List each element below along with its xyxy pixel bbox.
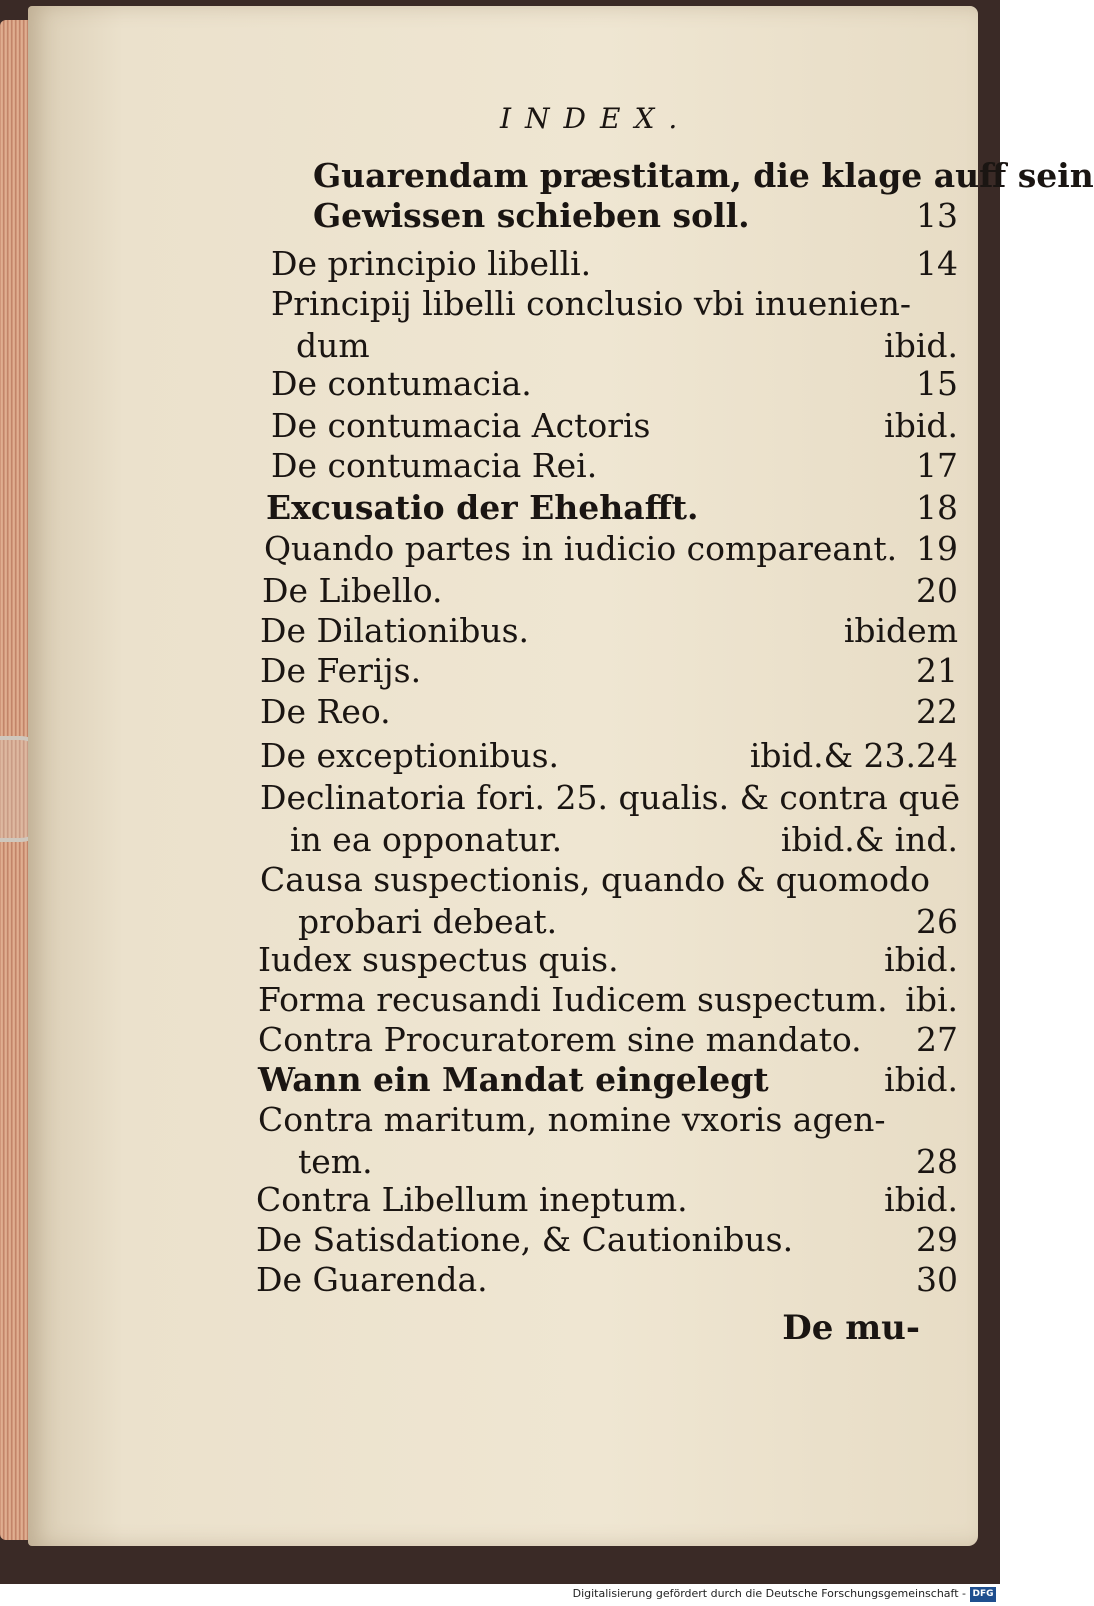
entry-page-ref: 22 bbox=[916, 692, 958, 731]
index-entry bbox=[28, 1180, 978, 1224]
index-entry bbox=[28, 1260, 978, 1304]
entry-page-ref: ibid. bbox=[884, 406, 958, 445]
entry-page-ref: ibidem bbox=[843, 611, 958, 650]
entry-title: Guarendam præstitam, die klage auff sein bbox=[313, 156, 1094, 195]
entry-title: De Libello. bbox=[262, 571, 443, 610]
entry-title: in ea opponatur. bbox=[290, 820, 563, 859]
entry-title: dum bbox=[296, 326, 370, 365]
entry-title: De principio libelli. bbox=[271, 244, 592, 283]
index-entry bbox=[28, 488, 978, 532]
entry-page-ref: 13 bbox=[916, 196, 958, 235]
entry-title: Principij libelli conclusio vbi inuenien- bbox=[271, 284, 912, 323]
running-head: INDEX. bbox=[500, 102, 692, 135]
index-entry bbox=[28, 1100, 978, 1144]
entry-page-ref: 26 bbox=[916, 902, 958, 941]
entry-title: Contra Libellum ineptum. bbox=[256, 1180, 688, 1219]
index-entry bbox=[28, 1020, 978, 1064]
entry-title: Declinatoria fori. 25. qualis. & contra quē bbox=[260, 778, 961, 817]
index-entry bbox=[28, 860, 978, 904]
entry-title: Contra maritum, nomine vxoris agen- bbox=[258, 1100, 886, 1139]
entry-page-ref: 14 bbox=[916, 244, 958, 283]
entry-title: De Guarenda. bbox=[256, 1260, 488, 1299]
entry-title: Forma recusandi Iudicem suspectum. bbox=[258, 980, 888, 1019]
entry-page-ref: 18 bbox=[916, 488, 958, 527]
entry-title: probari debeat. bbox=[298, 902, 558, 941]
entry-page-ref: 15 bbox=[916, 364, 958, 403]
footer-credit: Digitalisierung gefördert durch die Deutsche Forschungsgemeinschaft - bbox=[572, 1587, 966, 1600]
entry-title: Contra Procuratorem sine mandato. bbox=[258, 1020, 862, 1059]
index-entry bbox=[28, 406, 978, 450]
entry-page-ref: 30 bbox=[916, 1260, 958, 1299]
index-entry bbox=[28, 1220, 978, 1264]
entry-title: Causa suspectionis, quando & quomodo bbox=[260, 860, 930, 899]
entry-page-ref: ibid. bbox=[884, 326, 958, 365]
entry-title: Wann ein Mandat eingelegt bbox=[258, 1060, 769, 1099]
entry-title: De Satisdatione, & Cautionibus. bbox=[256, 1220, 794, 1259]
index-entry bbox=[28, 244, 978, 288]
index-entry bbox=[28, 736, 978, 780]
entry-page-ref: 27 bbox=[916, 1020, 958, 1059]
entry-title: De Ferijs. bbox=[260, 651, 422, 690]
entry-page-ref: 28 bbox=[916, 1142, 958, 1181]
entry-page-ref: ibi. bbox=[905, 980, 958, 1019]
dfg-logo: DFG bbox=[970, 1587, 996, 1602]
entry-page-ref: 21 bbox=[916, 651, 958, 690]
entry-title: Quando partes in iudicio compareant. bbox=[264, 529, 898, 568]
catchword: De mu- bbox=[782, 1308, 920, 1348]
index-entry bbox=[28, 284, 978, 328]
index-entry bbox=[28, 571, 978, 615]
entry-page-ref: 17 bbox=[916, 446, 958, 485]
entry-page-ref: 29 bbox=[916, 1220, 958, 1259]
entry-page-ref: ibid.& ind. bbox=[780, 820, 958, 859]
entry-page-ref: ibid. bbox=[884, 940, 958, 979]
index-entry bbox=[28, 940, 978, 984]
index-entry bbox=[28, 611, 978, 655]
index-entry bbox=[28, 196, 978, 240]
entry-page-ref: ibid. bbox=[884, 1060, 958, 1099]
entry-page-ref: 20 bbox=[916, 571, 958, 610]
entry-title: De Dilationibus. bbox=[260, 611, 530, 650]
entry-title: De contumacia Rei. bbox=[271, 446, 598, 485]
entry-title: De Reo. bbox=[260, 692, 391, 731]
entry-title: De contumacia. bbox=[271, 364, 532, 403]
index-entry bbox=[28, 980, 978, 1024]
index-entry bbox=[28, 820, 978, 864]
entry-page-ref: 19 bbox=[916, 529, 958, 568]
entry-page-ref: ibid.& 23.24 bbox=[749, 736, 958, 775]
index-entry bbox=[28, 692, 978, 736]
entry-title: De exceptionibus. bbox=[260, 736, 560, 775]
index-entry bbox=[28, 446, 978, 490]
index-entry bbox=[28, 364, 978, 408]
book-page bbox=[28, 6, 1094, 1546]
entry-title: Excusatio der Ehehafft. bbox=[266, 488, 699, 527]
index-entry bbox=[28, 156, 1094, 200]
index-entry bbox=[28, 1060, 978, 1104]
entry-title: De contumacia Actoris bbox=[271, 406, 651, 445]
entry-title: tem. bbox=[298, 1142, 373, 1181]
index-entry bbox=[28, 651, 978, 695]
entry-page-ref: ibid. bbox=[884, 1180, 958, 1219]
entry-title: Iudex suspectus quis. bbox=[258, 940, 619, 979]
footer bbox=[0, 1584, 1000, 1606]
index-entry bbox=[28, 778, 978, 822]
entry-title: Gewissen schieben soll. bbox=[313, 196, 750, 235]
index-entry bbox=[28, 529, 978, 573]
